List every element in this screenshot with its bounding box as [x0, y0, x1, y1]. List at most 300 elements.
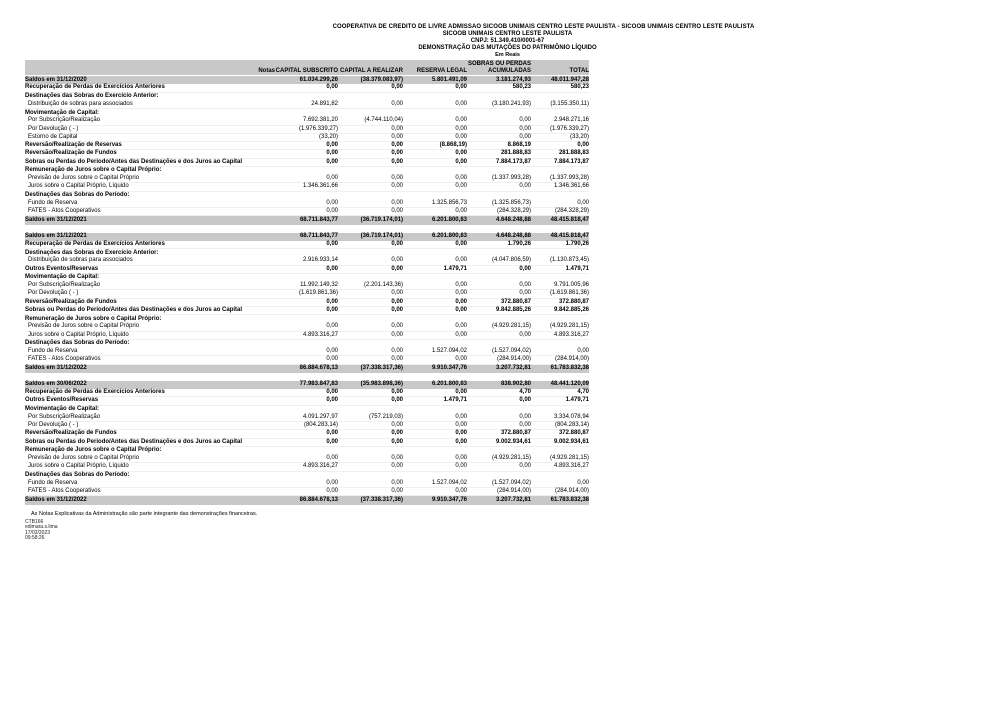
cell-capital-subscrito: 0,00 [326, 265, 338, 272]
cell-capital-a-realizar: 0,00 [391, 175, 403, 182]
cell-total: 0,00 [577, 142, 589, 149]
cell-reserva-legal: 6.201.800,83 [431, 233, 467, 240]
table-row [25, 241, 589, 249]
cell-reserva-legal: 0,00 [455, 438, 467, 445]
cell-sobras-acumuladas: 580,23 [512, 84, 531, 91]
cell-capital-subscrito: 0,00 [326, 430, 338, 437]
cell-capital-a-realizar: 0,00 [391, 158, 403, 165]
cell-reserva-legal: 0,00 [455, 455, 467, 462]
cell-capital-a-realizar: 0,00 [391, 430, 403, 437]
row-label: Por Subscrição/Realização [28, 413, 101, 420]
cell-reserva-legal: 0,00 [455, 183, 467, 190]
row-label: FATES - Atos Cooperativos [28, 208, 101, 215]
table-row [25, 249, 589, 257]
row-label: Por Devolução ( - ) [28, 290, 79, 297]
cell-total: 1.790,26 [565, 240, 589, 247]
row-label: Reversão/Realização de Fundos [25, 430, 117, 437]
table-row [25, 332, 589, 340]
cell-sobras-acumuladas: 0,00 [519, 117, 531, 124]
cell-reserva-legal: 0,00 [455, 488, 467, 495]
cell-sobras-acumuladas: 0,00 [519, 463, 531, 470]
table-row [25, 307, 589, 315]
cell-capital-a-realizar: (38.379.083,97) [360, 76, 403, 83]
cell-sobras-acumuladas: (1.527.094,02) [491, 348, 531, 355]
table-row [25, 488, 589, 496]
cell-capital-subscrito: 68.711.843,77 [299, 216, 338, 223]
cell-total: (1.130.873,45) [549, 257, 589, 264]
cell-capital-subscrito: (804.283,14) [303, 422, 338, 429]
cell-reserva-legal: 5.801.491,09 [431, 76, 467, 83]
cell-reserva-legal: 0,00 [455, 158, 467, 165]
row-label: Saldos em 31/12/2020 [25, 76, 87, 83]
cell-capital-a-realizar: (37.338.317,36) [360, 496, 403, 503]
cell-sobras-acumuladas: 0,00 [519, 422, 531, 429]
table-row [25, 93, 589, 101]
cooperative-full-title: COOPERATIVA DE CREDITO DE LIVRE ADMISSAO SICOOB UNIMAIS CENTRO LESTE PAULISTA - SICOOB UNIMAIS CENTRO LESTE PAULISTA [332, 24, 755, 30]
row-label: Remuneração de Juros sobre o Capital Próprio: [25, 167, 162, 174]
footer-note: As Notas Explicativas da Administração são parte integrante das demonstrações financeiras. [31, 511, 258, 517]
cell-reserva-legal: 6.201.800,83 [431, 216, 467, 223]
table-block [25, 233, 589, 373]
cell-reserva-legal: 0,00 [455, 125, 467, 132]
row-label: Sobras ou Perdas do Período/Antes das Destinações e dos Juros ao Capital [25, 438, 243, 445]
cell-capital-subscrito: 4.893.316,27 [302, 331, 338, 338]
table-row [25, 472, 589, 480]
cell-sobras-acumuladas: (4.929.281,15) [491, 455, 531, 462]
cell-capital-a-realizar: 0,00 [391, 199, 403, 206]
table-row [25, 299, 589, 307]
cell-sobras-acumuladas: 281.888,83 [500, 150, 531, 157]
table-row [25, 109, 589, 117]
cell-capital-subscrito: 0,00 [326, 389, 338, 396]
cell-capital-a-realizar: 0,00 [391, 150, 403, 157]
cell-total: 4.893.316,27 [553, 331, 589, 338]
cell-sobras-acumuladas: 9.842.885,26 [495, 306, 531, 313]
cell-sobras-acumuladas: (1.337.993,28) [491, 175, 531, 182]
cell-total: 0,00 [577, 479, 589, 486]
cell-reserva-legal: 9.910.347,76 [431, 365, 467, 372]
balance-row [25, 381, 589, 389]
cell-capital-subscrito: 0,00 [326, 298, 338, 305]
row-label: Saldos em 31/12/2021 [25, 216, 87, 223]
cell-capital-a-realizar: 0,00 [391, 389, 403, 396]
table-body [25, 76, 589, 505]
cell-capital-a-realizar: (37.338.317,36) [360, 365, 403, 372]
row-label: Por Devolução ( - ) [28, 125, 79, 132]
cell-sobras-acumuladas: 3.181.274,93 [495, 76, 531, 83]
cell-capital-subscrito: 0,00 [326, 142, 338, 149]
row-label: Movimentação de Capital: [25, 109, 100, 116]
cell-reserva-legal: 1.479,71 [443, 265, 467, 272]
col-header-description [25, 74, 210, 75]
cell-sobras-acumuladas: (4.929.281,15) [491, 323, 531, 330]
cell-total: 61.783.832,38 [550, 365, 589, 372]
cell-capital-subscrito: 0,00 [326, 323, 338, 330]
table-row [25, 175, 589, 183]
balance-row [25, 365, 589, 373]
row-label: Remuneração de Juros sobre o Capital Próprio: [25, 315, 162, 322]
cell-capital-a-realizar: 0,00 [391, 142, 403, 149]
row-label: Outros Eventos/Reservas [25, 397, 99, 404]
cell-sobras-acumuladas: 0,00 [519, 413, 531, 420]
cell-reserva-legal: 0,00 [455, 413, 467, 420]
cell-capital-subscrito: 0,00 [326, 150, 338, 157]
row-label: FATES - Atos Cooperativos [28, 488, 101, 495]
cell-total: 61.783.832,38 [550, 496, 589, 503]
cell-capital-a-realizar: 0,00 [391, 356, 403, 363]
cell-capital-subscrito: 7.692.381,20 [302, 117, 338, 124]
cell-capital-subscrito: 0,00 [326, 199, 338, 206]
cell-total: (284.914,00) [554, 356, 589, 363]
row-label: Juros sobre o Capital Próprio, Líquido [28, 183, 129, 190]
cell-capital-a-realizar: 0,00 [391, 306, 403, 313]
row-label: Por Subscrição/Realização [28, 282, 101, 289]
cell-capital-a-realizar: 0,00 [391, 290, 403, 297]
table-row [25, 389, 589, 397]
cell-total: 372.880,87 [558, 298, 589, 305]
table-row [25, 167, 589, 175]
cell-capital-subscrito: 0,00 [326, 348, 338, 355]
cell-total: (1.976.339,27) [549, 125, 589, 132]
row-label: Estorno de Capital [28, 133, 78, 140]
row-label: Saldos em 31/12/2022 [25, 496, 87, 503]
cell-reserva-legal: 1.527.094,02 [431, 348, 467, 355]
cell-total: 48.415.818,47 [550, 233, 589, 240]
cell-reserva-legal: 0,00 [455, 356, 467, 363]
cell-reserva-legal: 0,00 [455, 175, 467, 182]
row-label: Destinações das Sobras do Exercício Anterior: [25, 93, 159, 100]
cell-total: 7.884.173,87 [553, 158, 589, 165]
cell-capital-a-realizar: 0,00 [391, 208, 403, 215]
cell-reserva-legal: 0,00 [455, 257, 467, 264]
cell-reserva-legal: 0,00 [455, 282, 467, 289]
table-row [25, 101, 589, 109]
cell-total: (33,20) [569, 133, 589, 140]
table-row [25, 439, 589, 447]
cell-capital-a-realizar: (757.219,03) [368, 413, 403, 420]
table-row [25, 397, 589, 405]
cell-sobras-acumuladas: 4,70 [519, 389, 531, 396]
row-label: Saldos em 31/12/2022 [25, 365, 87, 372]
cell-total: 281.888,83 [558, 150, 589, 157]
cell-capital-a-realizar: 0,00 [391, 463, 403, 470]
cell-capital-subscrito: 0,00 [326, 84, 338, 91]
col-header-sobras-perdas: SOBRAS OU PERDAS ACUMULADAS [467, 61, 531, 74]
table-row [25, 455, 589, 463]
balance-row [25, 496, 589, 504]
col-header-notas: Notas [258, 67, 275, 74]
row-label: Previsão de Juros sobre o Capital Próprio [28, 175, 140, 182]
cell-reserva-legal: 0,00 [455, 117, 467, 124]
cell-total: (3.155.350,11) [550, 100, 589, 107]
cell-reserva-legal: 0,00 [455, 133, 467, 140]
table-block [25, 76, 589, 225]
cell-total: 48.441.120,09 [550, 381, 589, 388]
meta-report-code: CTB166 [25, 519, 44, 525]
row-label: FATES - Atos Cooperativos [28, 356, 101, 363]
cell-capital-subscrito: 0,00 [326, 208, 338, 215]
cell-sobras-acumuladas: 0,00 [519, 290, 531, 297]
cell-sobras-acumuladas: 372.880,87 [500, 298, 531, 305]
print-meta [25, 520, 58, 542]
cell-capital-subscrito: (1.976.339,27) [298, 125, 338, 132]
row-label: Previsão de Juros sobre o Capital Próprio [28, 455, 140, 462]
table-row [25, 414, 589, 422]
cell-capital-a-realizar: 0,00 [391, 438, 403, 445]
cell-reserva-legal: 0,00 [455, 389, 467, 396]
cell-total: 3.334.078,94 [553, 413, 589, 420]
cell-reserva-legal: 0,00 [455, 208, 467, 215]
table-row [25, 183, 589, 191]
table-row [25, 422, 589, 430]
row-label: Sobras ou Perdas do Período/Antes das Destinações e dos Juros ao Capital [25, 306, 243, 313]
cell-capital-a-realizar: 0,00 [391, 125, 403, 132]
cell-total: 4,70 [577, 389, 589, 396]
cell-total: 0,00 [577, 348, 589, 355]
cell-total: (284.914,00) [554, 488, 589, 495]
cell-capital-subscrito: 0,00 [326, 455, 338, 462]
cell-total: 9.842.885,26 [553, 306, 589, 313]
table-row [25, 142, 589, 150]
table-row [25, 447, 589, 455]
cell-capital-subscrito: 0,00 [326, 306, 338, 313]
cell-sobras-acumuladas: (284.914,00) [496, 356, 531, 363]
balance-row [25, 233, 589, 241]
cell-capital-a-realizar: 0,00 [391, 100, 403, 107]
cell-capital-subscrito: 0,00 [326, 158, 338, 165]
cell-capital-a-realizar: 0,00 [391, 422, 403, 429]
cell-reserva-legal: 0,00 [455, 430, 467, 437]
cell-sobras-acumuladas: 0,00 [519, 265, 531, 272]
col-header-capital-subscrito: CAPITAL SUBSCRITO [275, 67, 338, 74]
table-row [25, 340, 589, 348]
row-label: Reversão/Realização de Reservas [25, 142, 122, 149]
row-label: Saldos em 31/12/2021 [25, 233, 87, 240]
table-row [25, 200, 589, 208]
row-label: Por Devolução ( - ) [28, 422, 79, 429]
cell-capital-subscrito: 0,00 [326, 479, 338, 486]
row-label: Movimentação de Capital: [25, 274, 100, 281]
cell-sobras-acumuladas: 8.868,19 [507, 142, 531, 149]
table-row [25, 406, 589, 414]
cell-reserva-legal: 0,00 [455, 150, 467, 157]
col-header-total: TOTAL [569, 67, 589, 74]
cell-reserva-legal: 1.479,71 [443, 397, 467, 404]
currency-note: Em Reais [495, 52, 520, 58]
cell-sobras-acumuladas: 0,00 [519, 183, 531, 190]
cell-capital-subscrito: 61.034.299,26 [299, 76, 338, 83]
cell-capital-subscrito: 68.711.843,77 [299, 233, 338, 240]
cell-sobras-acumuladas: 3.207.732,81 [495, 365, 531, 372]
row-label: Sobras ou Perdas do Período/Antes das Destinações e dos Juros ao Capital [25, 158, 243, 165]
cell-capital-subscrito: 86.884.678,13 [299, 365, 338, 372]
table-row [25, 315, 589, 323]
row-label: Juros sobre o Capital Próprio, Líquido [28, 331, 129, 338]
cell-sobras-acumuladas: 0,00 [519, 282, 531, 289]
table-row [25, 480, 589, 488]
table-row [25, 84, 589, 92]
cell-reserva-legal: 1.325.856,73 [431, 199, 467, 206]
row-label: Previsão de Juros sobre o Capital Próprio [28, 323, 140, 330]
cell-sobras-acumuladas: 372.880,87 [500, 430, 531, 437]
cell-sobras-acumuladas: (3.180.241,93) [491, 100, 531, 107]
cell-capital-a-realizar: 0,00 [391, 397, 403, 404]
cell-sobras-acumuladas: (4.047.806,59) [491, 257, 531, 264]
row-label: Movimentação de Capital: [25, 406, 100, 413]
meta-date: 17/02/2023 [25, 529, 51, 536]
table-row [25, 150, 589, 158]
row-label: Fundo de Reserva [28, 348, 78, 355]
cell-reserva-legal: 0,00 [455, 323, 467, 330]
cell-sobras-acumuladas: 0,00 [519, 331, 531, 338]
table-row [25, 348, 589, 356]
row-label: Juros sobre o Capital Próprio, Líquido [28, 463, 129, 470]
cell-capital-a-realizar: 0,00 [391, 348, 403, 355]
cell-reserva-legal: 9.910.347,76 [431, 496, 467, 503]
cell-reserva-legal: 0,00 [455, 240, 467, 247]
cell-total: (4.929.281,15) [549, 323, 589, 330]
row-label: Destinações das Sobras do Período: [25, 192, 130, 199]
dmpl-table [25, 60, 589, 513]
cell-total: (1.337.993,28) [549, 175, 589, 182]
table-row [25, 126, 589, 134]
cell-capital-a-realizar: 0,00 [391, 323, 403, 330]
cell-capital-a-realizar: 0,00 [391, 240, 403, 247]
cell-capital-a-realizar: 0,00 [391, 455, 403, 462]
cell-capital-a-realizar: 0,00 [391, 84, 403, 91]
cell-capital-subscrito: 0,00 [326, 438, 338, 445]
cell-capital-subscrito: 86.884.678,13 [299, 496, 338, 503]
cell-sobras-acumuladas: 838.902,80 [500, 381, 531, 388]
cell-capital-a-realizar: 0,00 [391, 265, 403, 272]
cell-capital-a-realizar: (4.744.110,04) [364, 117, 403, 124]
row-label: Destinações das Sobras do Exercício Anterior: [25, 249, 159, 256]
row-label: Outros Eventos/Reservas [25, 265, 99, 272]
cell-reserva-legal: 0,00 [455, 100, 467, 107]
row-label: Distribuição de sobras para associados [28, 257, 133, 264]
cell-total: 9.002.934,61 [553, 438, 589, 445]
cell-total: 9.791.005,96 [553, 282, 589, 289]
cell-capital-subscrito: 0,00 [326, 488, 338, 495]
cell-total: 1.346.361,66 [553, 183, 589, 190]
cell-reserva-legal: (8.868,19) [439, 142, 467, 149]
cell-sobras-acumuladas: (284.328,29) [496, 208, 531, 215]
cell-capital-subscrito: 1.346.361,66 [302, 183, 338, 190]
cell-capital-a-realizar: 0,00 [391, 257, 403, 264]
col-header-capital-a-realizar: CAPITAL A REALIZAR [340, 67, 403, 74]
document-header [15, 24, 1000, 58]
cell-capital-subscrito: 4.091.297,97 [302, 413, 338, 420]
cell-sobras-acumuladas: 3.207.732,81 [495, 496, 531, 503]
cell-total: (284.328,29) [554, 208, 589, 215]
row-label: Distribuição de sobras para associados [28, 100, 133, 107]
cell-capital-a-realizar: (35.983.898,36) [360, 381, 403, 388]
cell-capital-a-realizar: 0,00 [391, 331, 403, 338]
cell-capital-a-realizar: 0,00 [391, 133, 403, 140]
cell-capital-subscrito: 24.891,82 [311, 100, 338, 107]
cell-total: 1.479,71 [565, 397, 589, 404]
row-label: Recuperação de Perdas de Exercícios Anteriores [25, 389, 165, 396]
table-row [25, 463, 589, 471]
balance-row [25, 76, 589, 84]
row-label: Destinações das Sobras do Período: [25, 340, 130, 347]
table-row [25, 323, 589, 331]
cell-sobras-acumuladas: 0,00 [519, 125, 531, 132]
table-row [25, 257, 589, 265]
cell-capital-subscrito: 4.893.316,27 [302, 463, 338, 470]
cell-sobras-acumuladas: (284.914,00) [496, 488, 531, 495]
cell-reserva-legal: 0,00 [455, 84, 467, 91]
table-row [25, 159, 589, 167]
cell-sobras-acumuladas: (1.527.094,02) [491, 479, 531, 486]
cell-total: 48.011.947,28 [550, 76, 589, 83]
cell-sobras-acumuladas: 0,00 [519, 133, 531, 140]
table-header-row [25, 60, 589, 75]
row-label: Remuneração de Juros sobre o Capital Próprio: [25, 447, 162, 454]
cell-sobras-acumuladas: 0,00 [519, 397, 531, 404]
row-label: Recuperação de Perdas de Exercícios Anteriores [25, 240, 165, 247]
cell-sobras-acumuladas: 4.648.248,88 [495, 216, 531, 223]
cell-capital-a-realizar: (2.201.143,36) [363, 282, 403, 289]
cell-capital-a-realizar: 0,00 [391, 479, 403, 486]
cell-capital-a-realizar: (36.719.174,01) [360, 233, 403, 240]
cell-capital-subscrito: 0,00 [326, 397, 338, 404]
table-block [25, 381, 589, 505]
cell-reserva-legal: 0,00 [455, 331, 467, 338]
row-label: Recuperação de Perdas de Exercícios Anteriores [25, 84, 165, 91]
cell-capital-subscrito: 11.992.149,32 [300, 282, 338, 289]
cell-total: 48.415.818,47 [550, 216, 589, 223]
cell-capital-a-realizar: 0,00 [391, 488, 403, 495]
row-label: Reversão/Realização de Fundos [25, 150, 117, 157]
cell-reserva-legal: 6.201.800,83 [431, 381, 467, 388]
cell-capital-subscrito: 0,00 [326, 240, 338, 247]
row-label: Por Subscrição/Realização [28, 117, 101, 124]
row-label: Fundo de Reserva [28, 479, 78, 486]
cell-total: 2.948.271,16 [553, 117, 589, 124]
table-row [25, 192, 589, 200]
row-label: Saldos em 30/06/2022 [25, 381, 87, 388]
cell-reserva-legal: 1.527.094,02 [431, 479, 467, 486]
cell-capital-subscrito: 0,00 [326, 356, 338, 363]
row-label: Destinações das Sobras do Período: [25, 472, 130, 479]
table-row [25, 266, 589, 274]
cell-capital-a-realizar: 0,00 [391, 183, 403, 190]
cell-total: (804.283,14) [554, 422, 589, 429]
cell-total: 580,23 [570, 84, 589, 91]
cell-total: 0,00 [577, 199, 589, 206]
cell-reserva-legal: 0,00 [455, 290, 467, 297]
table-row [25, 117, 589, 125]
cell-capital-subscrito: 2.916.933,14 [302, 257, 338, 264]
cell-sobras-acumuladas: 4.648.248,88 [495, 233, 531, 240]
cell-total: 1.479,71 [565, 265, 589, 272]
meta-user: edimara.s.lima [25, 524, 58, 531]
cell-capital-a-realizar: (36.719.174,01) [360, 216, 403, 223]
cell-reserva-legal: 0,00 [455, 463, 467, 470]
table-row [25, 274, 589, 282]
cell-sobras-acumuladas: (1.325.856,73) [491, 199, 531, 206]
meta-time: 09:58:26 [25, 535, 45, 542]
entity-name: SICOOB UNIMAIS CENTRO LESTE PAULISTA [442, 31, 573, 37]
cell-capital-subscrito: (1.619.861,36) [298, 290, 338, 297]
cell-sobras-acumuladas: 9.002.934,61 [495, 438, 531, 445]
cell-capital-subscrito: (33,20) [318, 133, 338, 140]
col-header-reserva-legal: RESERVA LEGAL [416, 67, 467, 74]
cell-capital-a-realizar: 0,00 [391, 298, 403, 305]
cell-capital-subscrito: 77.983.847,83 [299, 381, 338, 388]
cell-total: 4.893.316,27 [553, 463, 589, 470]
